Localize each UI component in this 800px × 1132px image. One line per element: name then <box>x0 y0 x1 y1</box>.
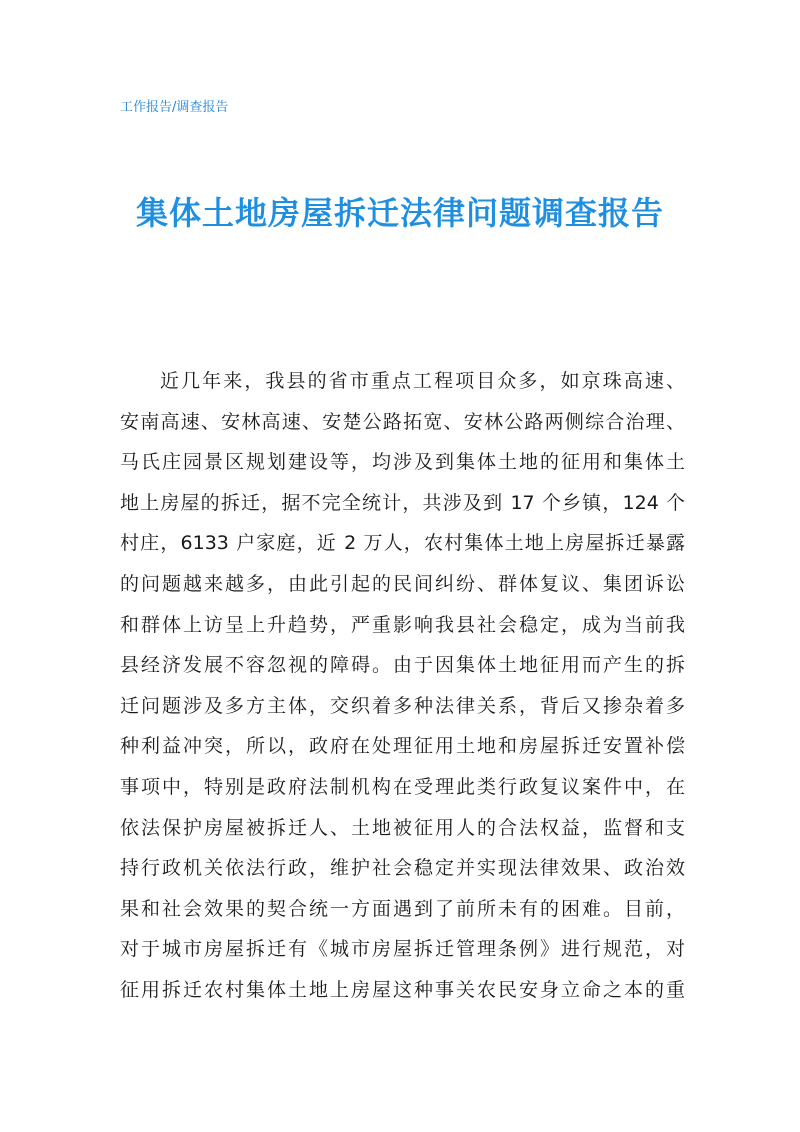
body-paragraph <box>120 361 685 1011</box>
body-line: 地上房屋的拆迁，据不完全统计，共涉及到 17 个乡镇，124 个 <box>120 491 685 514</box>
body-line: 安南高速、安林高速、安楚公路拓宽、安林公路两侧综合治理、 <box>120 410 685 433</box>
body-line: 村庄，6133 户家庭，近 2 万人，农村集体土地上房屋拆迁暴露 <box>120 532 685 555</box>
body-line: 对于城市房屋拆迁有《城市房屋拆迁管理条例》进行规范，对 <box>120 938 685 961</box>
body-line: 和群体上访呈上升趋势，严重影响我县社会稳定，成为当前我 <box>120 613 685 636</box>
body-line: 果和社会效果的契合统一方面遇到了前所未有的困难。目前， <box>120 897 685 920</box>
body-line: 的问题越来越多，由此引起的民间纠纷、群体复议、集团诉讼 <box>120 572 685 595</box>
body-line: 持行政机关依法行政，维护社会稳定并实现法律效果、政治效 <box>120 857 685 880</box>
body-line: 近几年来，我县的省市重点工程项目众多，如京珠高速、 <box>160 370 685 392</box>
body-line: 县经济发展不容忽视的障碍。由于因集体土地征用而产生的拆 <box>120 654 685 677</box>
body-line: 种利益冲突，所以，政府在处理征用土地和房屋拆迁安置补偿 <box>120 735 685 758</box>
body-line: 依法保护房屋被拆迁人、土地被征用人的合法权益，监督和支 <box>120 816 685 839</box>
breadcrumb[interactable]: 工作报告/调查报告 <box>120 100 229 115</box>
body-line: 事项中，特别是政府法制机构在受理此类行政复议案件中，在 <box>120 775 685 798</box>
document-title: 集体土地房屋拆迁法律问题调查报告 <box>135 194 664 232</box>
body-line: 征用拆迁农村集体土地上房屋这种事关农民安身立命之本的重 <box>120 978 685 1001</box>
body-line: 迁问题涉及多方主体，交织着多种法律关系，背后又掺杂着多 <box>120 694 685 717</box>
body-line: 马氏庄园景区规划建设等，均涉及到集体土地的征用和集体土 <box>120 451 685 474</box>
